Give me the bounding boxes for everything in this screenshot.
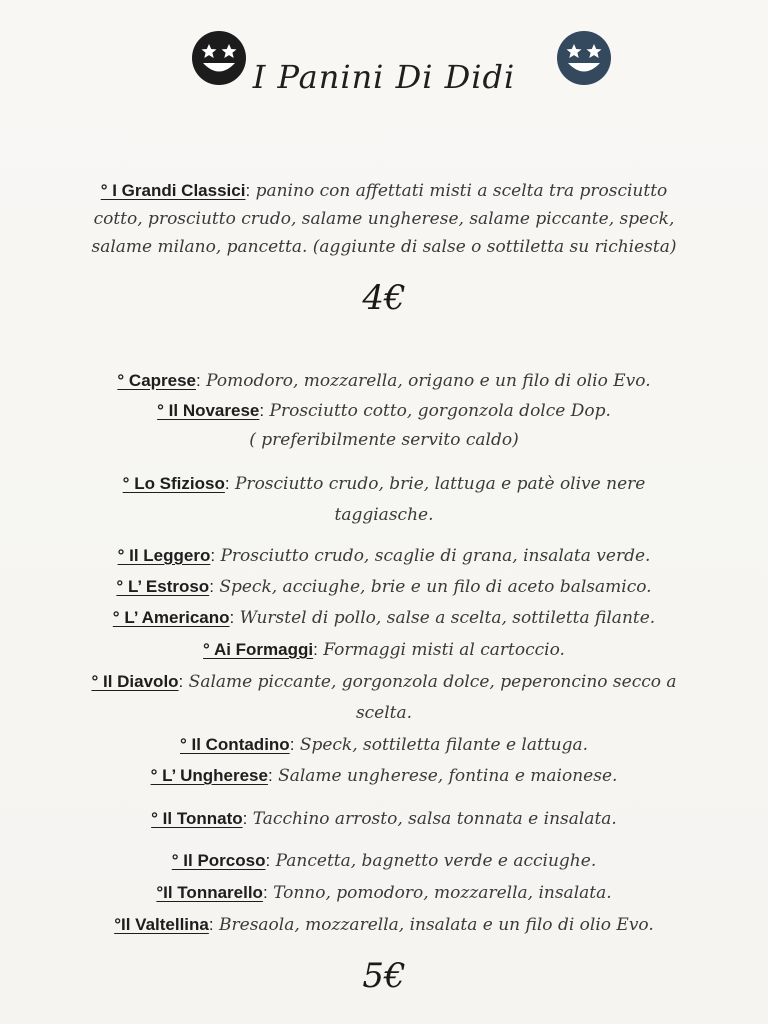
item-desc: Wurstel di pollo, salse a scelta, sottiletta filante. (234, 608, 656, 628)
classic-line-1: ° I Grandi Classici: panino con affettati misti a scelta tra prosciutto (100, 181, 668, 201)
item-desc: Prosciutto crudo, brie, lattuga e patè olive nere (229, 474, 646, 494)
item-name: ° Il Leggero (117, 546, 211, 565)
classic-line-3: salame milano, pancetta. (aggiunte di salse o sottiletta su richiesta) (91, 237, 677, 257)
menu-item: ° Lo Sfizioso: Prosciutto crudo, brie, lattuga e patè olive nere (122, 474, 646, 494)
item-name: ° L’ Americano (112, 608, 230, 627)
menu-item: ° Il Novarese: Prosciutto cotto, gorgonzola dolce Dop. (157, 401, 611, 421)
item-desc: Pancetta, bagnetto verde e acciughe. (270, 851, 597, 871)
item-name: °Il Valtellina (114, 915, 209, 934)
item-desc: Speck, acciughe, brie e un filo di aceto balsamico. (213, 577, 652, 597)
classic-name: ° I Grandi Classici (100, 181, 246, 200)
menu-item: ° Caprese: Pomodoro, mozzarella, origano e un filo di olio Evo. (117, 371, 651, 391)
item-desc-line2: scelta. (355, 703, 413, 723)
classic-desc-1: panino con affettati misti a scelta tra prosciutto (250, 181, 668, 201)
menu-item: ° L’ Ungherese: Salame ungherese, fontina e maionese. (150, 766, 618, 786)
page-title: I Panini Di Didi (252, 58, 516, 96)
menu-item: ° Ai Formaggi: Formaggi misti al cartoccio. (203, 640, 565, 660)
item-name: ° Il Tonnato (151, 809, 243, 828)
item-name: °Il Tonnarello (156, 883, 263, 902)
item-name: ° L’ Estroso (116, 577, 210, 596)
menu-item: ° Il Tonnato: Tacchino arrosto, salsa tonnata e insalata. (151, 809, 617, 829)
item-desc: Formaggi misti al cartoccio. (317, 640, 565, 660)
item-desc-line2: ( preferibilmente servito caldo) (249, 430, 519, 450)
menu-item: ° L’ Americano: Wurstel di pollo, salse a scelta, sottiletta filante. (112, 608, 656, 628)
menu-item: °Il Tonnarello: Tonno, pomodoro, mozzarella, insalata. (156, 883, 612, 903)
item-name: ° Il Diavolo (91, 672, 179, 691)
menu-item: ° Il Porcoso: Pancetta, bagnetto verde e acciughe. (171, 851, 597, 871)
item-name: ° Ai Formaggi (203, 640, 314, 659)
item-name: ° Lo Sfizioso (122, 474, 225, 493)
item-desc-line2: taggiasche. (334, 505, 434, 525)
menu-item: ° L’ Estroso: Speck, acciughe, brie e un filo di aceto balsamico. (116, 577, 652, 597)
item-desc: Pomodoro, mozzarella, origano e un filo di olio Evo. (200, 371, 651, 391)
star-eyes-smiley-blue-icon (556, 30, 612, 86)
classic-price: 4€ (362, 278, 406, 318)
classic-line-2: cotto, prosciutto crudo, salame ungherese, salame piccante, speck, (93, 209, 675, 229)
menu-item: °Il Valtellina: Bresaola, mozzarella, insalata e un filo di olio Evo. (114, 915, 654, 935)
item-desc: Speck, sottiletta filante e lattuga. (294, 735, 589, 755)
item-desc: Tonno, pomodoro, mozzarella, insalata. (267, 883, 612, 903)
item-desc: Bresaola, mozzarella, insalata e un filo di olio Evo. (213, 915, 654, 935)
item-desc: Prosciutto crudo, scaglie di grana, insalata verde. (215, 546, 651, 566)
item-name: ° L’ Ungherese (150, 766, 268, 785)
item-desc: Tacchino arrosto, salsa tonnata e insalata. (247, 809, 617, 829)
item-name: ° Caprese (117, 371, 197, 390)
menu-item: ° Il Diavolo: Salame piccante, gorgonzola dolce, peperoncino secco a (91, 672, 677, 692)
special-price: 5€ (362, 956, 406, 996)
item-name: ° Il Novarese (157, 401, 260, 420)
item-desc: Prosciutto cotto, gorgonzola dolce Dop. (264, 401, 611, 421)
menu-item: ° Il Leggero: Prosciutto crudo, scaglie di grana, insalata verde. (117, 546, 651, 566)
menu-item: ° Il Contadino: Speck, sottiletta filante e lattuga. (179, 735, 589, 755)
item-name: ° Il Porcoso (171, 851, 266, 870)
item-desc: Salame piccante, gorgonzola dolce, peperoncino secco a (183, 672, 677, 692)
item-desc: Salame ungherese, fontina e maionese. (272, 766, 618, 786)
item-name: ° Il Contadino (179, 735, 290, 754)
